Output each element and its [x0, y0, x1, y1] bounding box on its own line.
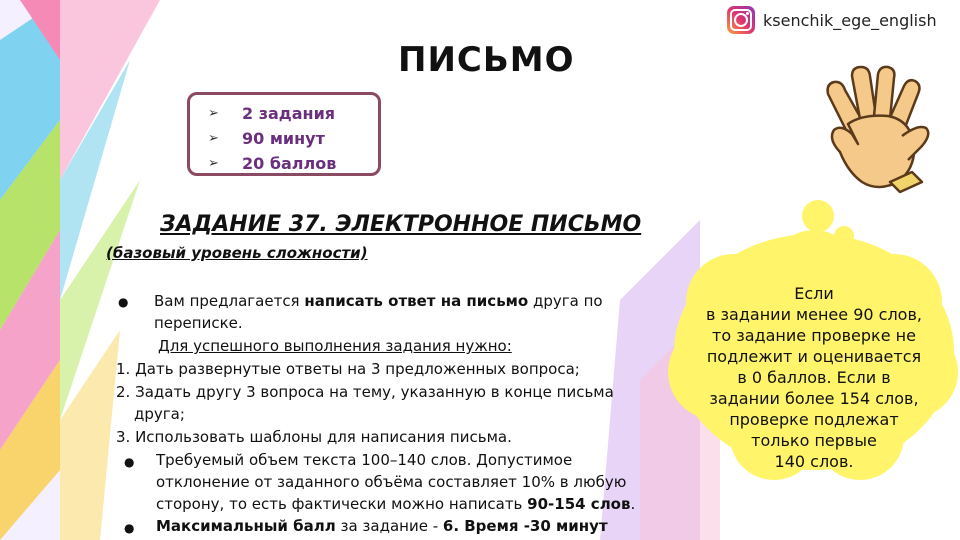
- info-text: 90 минут: [242, 129, 325, 148]
- info-text: 20 баллов: [242, 154, 337, 173]
- info-row: [208, 151, 378, 176]
- info-text: 2 задания: [242, 104, 336, 123]
- info-box: [187, 92, 381, 176]
- hand-icon: [818, 64, 938, 194]
- bullet-icon: ●: [118, 295, 129, 309]
- bullet-text: Максимальный балл за задание - 6. Время -30 минут: [156, 517, 608, 535]
- info-row: [208, 126, 378, 151]
- bullet-text-continued: отклонение от заданного объёма составляет 10% в любую: [156, 473, 627, 491]
- bullet-text: Требуемый объем текста 100–140 слов. Допустимое: [156, 451, 573, 469]
- bullet-text: Вам предлагается написать ответ на письмо друга по: [154, 292, 603, 310]
- page-title: ПИСЬМО: [398, 40, 575, 80]
- arrow-icon: ➢: [208, 156, 219, 171]
- arrow-icon: ➢: [208, 106, 219, 121]
- numbered-item: 2. Задать другу 3 вопроса на тему, указанную в конце письма: [116, 383, 614, 401]
- info-row: [208, 101, 378, 126]
- instagram-handle: ksenchik_ege_english: [763, 10, 937, 30]
- task-title: ЗАДАНИЕ 37. ЭЛЕКТРОННОЕ ПИСЬМО: [160, 212, 642, 237]
- callout-text: Если в задании менее 90 слов, то задание проверке не подлежит и оценивается в 0 баллов. Если в задании более 154 слов, проверке подлежат только первые 140 слов.: [706, 284, 922, 471]
- numbered-item: 1. Дать развернутые ответы на 3 предложенных вопроса;: [116, 360, 580, 378]
- arrow-icon: ➢: [208, 131, 219, 146]
- bullet-text-continued: сторону, то есть фактически можно написать 90-154 слов.: [156, 495, 636, 513]
- requirements-heading: Для успешного выполнения задания нужно:: [158, 337, 512, 355]
- bullet-text-continued: переписке.: [154, 314, 243, 332]
- numbered-item-continued: друга;: [134, 405, 185, 423]
- numbered-item: 3. Использовать шаблоны для написания письма.: [116, 428, 512, 446]
- instagram-icon: [727, 6, 755, 34]
- bullet-icon: ●: [124, 521, 135, 535]
- instagram-handle-block: [727, 6, 937, 34]
- task-subtitle: (базовый уровень сложности): [106, 244, 368, 262]
- bullet-icon: ●: [124, 455, 135, 469]
